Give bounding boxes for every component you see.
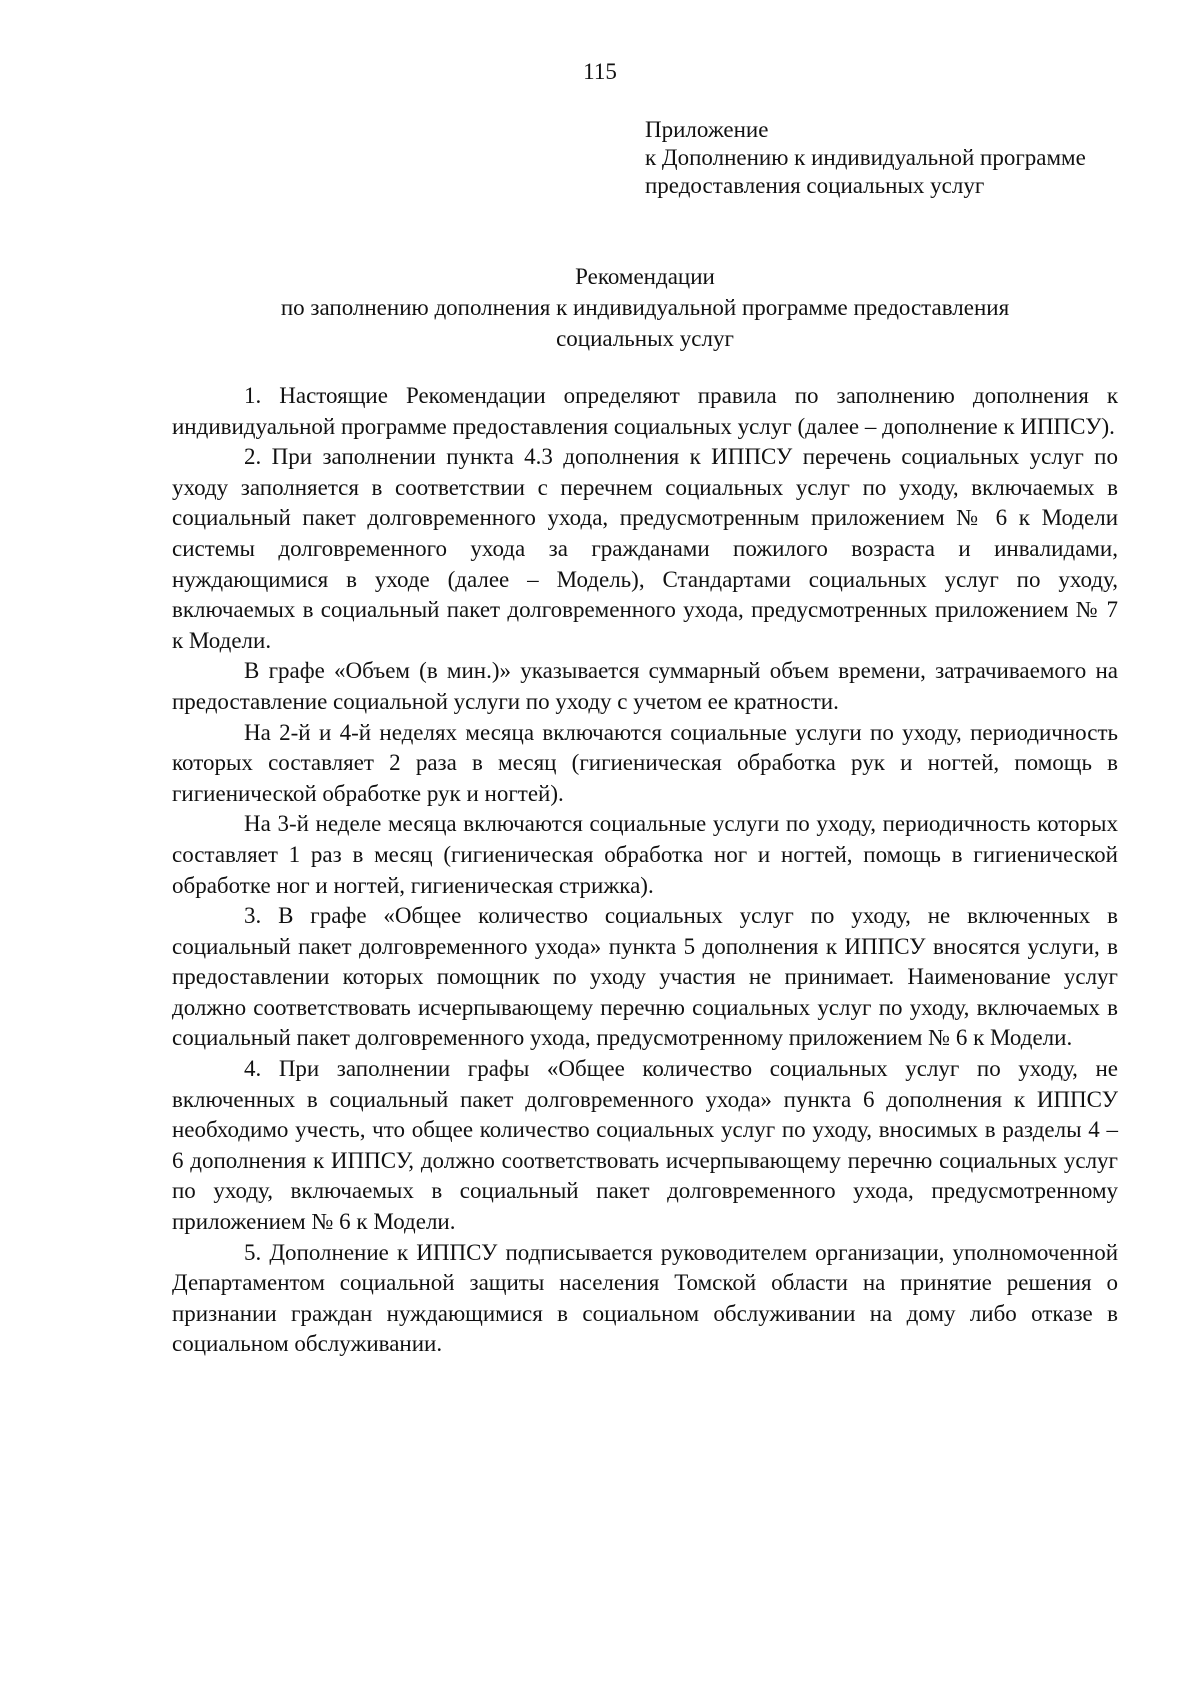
- document-title: [172, 261, 1118, 354]
- paragraph: На 3-й неделе месяца включаются социальные услуги по уходу, периодичность которых составляет 1 раз в месяц (гигиеническая обработка ног и ногтей, помощь в гигиенической обработке ног и ногтей, гигиеническая стрижка).: [172, 811, 1118, 898]
- appendix-line: Приложение: [645, 117, 769, 142]
- paragraph: 1. Настоящие Рекомендации определяют правила по заполнению дополнения к индивидуальной программе предоставления социальных услуг (далее – дополнение к ИППСУ).: [172, 383, 1118, 439]
- title-line: социальных услуг: [556, 326, 734, 351]
- title-line: Рекомендации: [575, 264, 715, 289]
- paragraph: В графе «Объем (в мин.)» указывается суммарный объем времени, затрачиваемого на предоставление социальной услуги по уходу с учетом ее кратности.: [172, 658, 1118, 714]
- paragraph: 4. При заполнении графы «Общее количество социальных услуг по уходу, не включенных в социальный пакет долговременного ухода» пункта 6 дополнения к ИППСУ необходимо учесть, что общее количество социальных услуг по уходу, вносимых в разделы 4 – 6 дополнения к ИППСУ, должно соответствовать исчерпывающему перечню социальных услуг по уходу, включаемых в социальный пакет долговременного ухода, предусмотренному приложением № 6 к Модели.: [172, 1056, 1118, 1235]
- appendix-header: [645, 116, 1165, 200]
- document-body: [172, 381, 1118, 1360]
- appendix-line: предоставления социальных услуг: [645, 173, 985, 198]
- paragraph: На 2-й и 4-й неделях месяца включаются социальные услуги по уходу, периодичность которых составляет 2 раза в месяц (гигиеническая обработка рук и ногтей, помощь в гигиенической обработке рук и ногтей).: [172, 719, 1118, 806]
- paragraph: 5. Дополнение к ИППСУ подписывается руководителем организации, уполномоченной Департаментом социальной защиты населения Томской области на принятие решения о признании граждан нуждающимися в социальном обслуживании на дому либо отказе в социальном обслуживании.: [172, 1239, 1118, 1357]
- page-number: 115: [583, 59, 617, 84]
- paragraph: 2. При заполнении пункта 4.3 дополнения к ИППСУ перечень социальных услуг по уходу заполняется в соответствии с перечнем социальных услуг по уходу, включаемых в социальный пакет долговременного ухода, предусмотренным приложением № 6 к Модели системы долговременного ухода за гражданами пожилого возраста и инвалидами, нуждающимися в уходе (далее – Модель), Стандартами социальных услуг по уходу, включаемых в социальный пакет долговременного ухода, предусмотренных приложением № 7 к Модели.: [172, 444, 1118, 653]
- title-line: по заполнению дополнения к индивидуальной программе предоставления: [280, 295, 1010, 320]
- appendix-line: к Дополнению к индивидуальной программе: [645, 145, 1086, 170]
- paragraph: 3. В графе «Общее количество социальных услуг по уходу, не включенных в социальный пакет долговременного ухода» пункта 5 дополнения к ИППСУ вносятся услуги, в предоставлении которых помощник по уходу участия не принимает. Наименование услуг должно соответствовать исчерпывающему перечню социальных услуг по уходу, включаемых в социальный пакет долговременного ухода, предусмотренному приложением № 6 к Модели.: [172, 903, 1118, 1051]
